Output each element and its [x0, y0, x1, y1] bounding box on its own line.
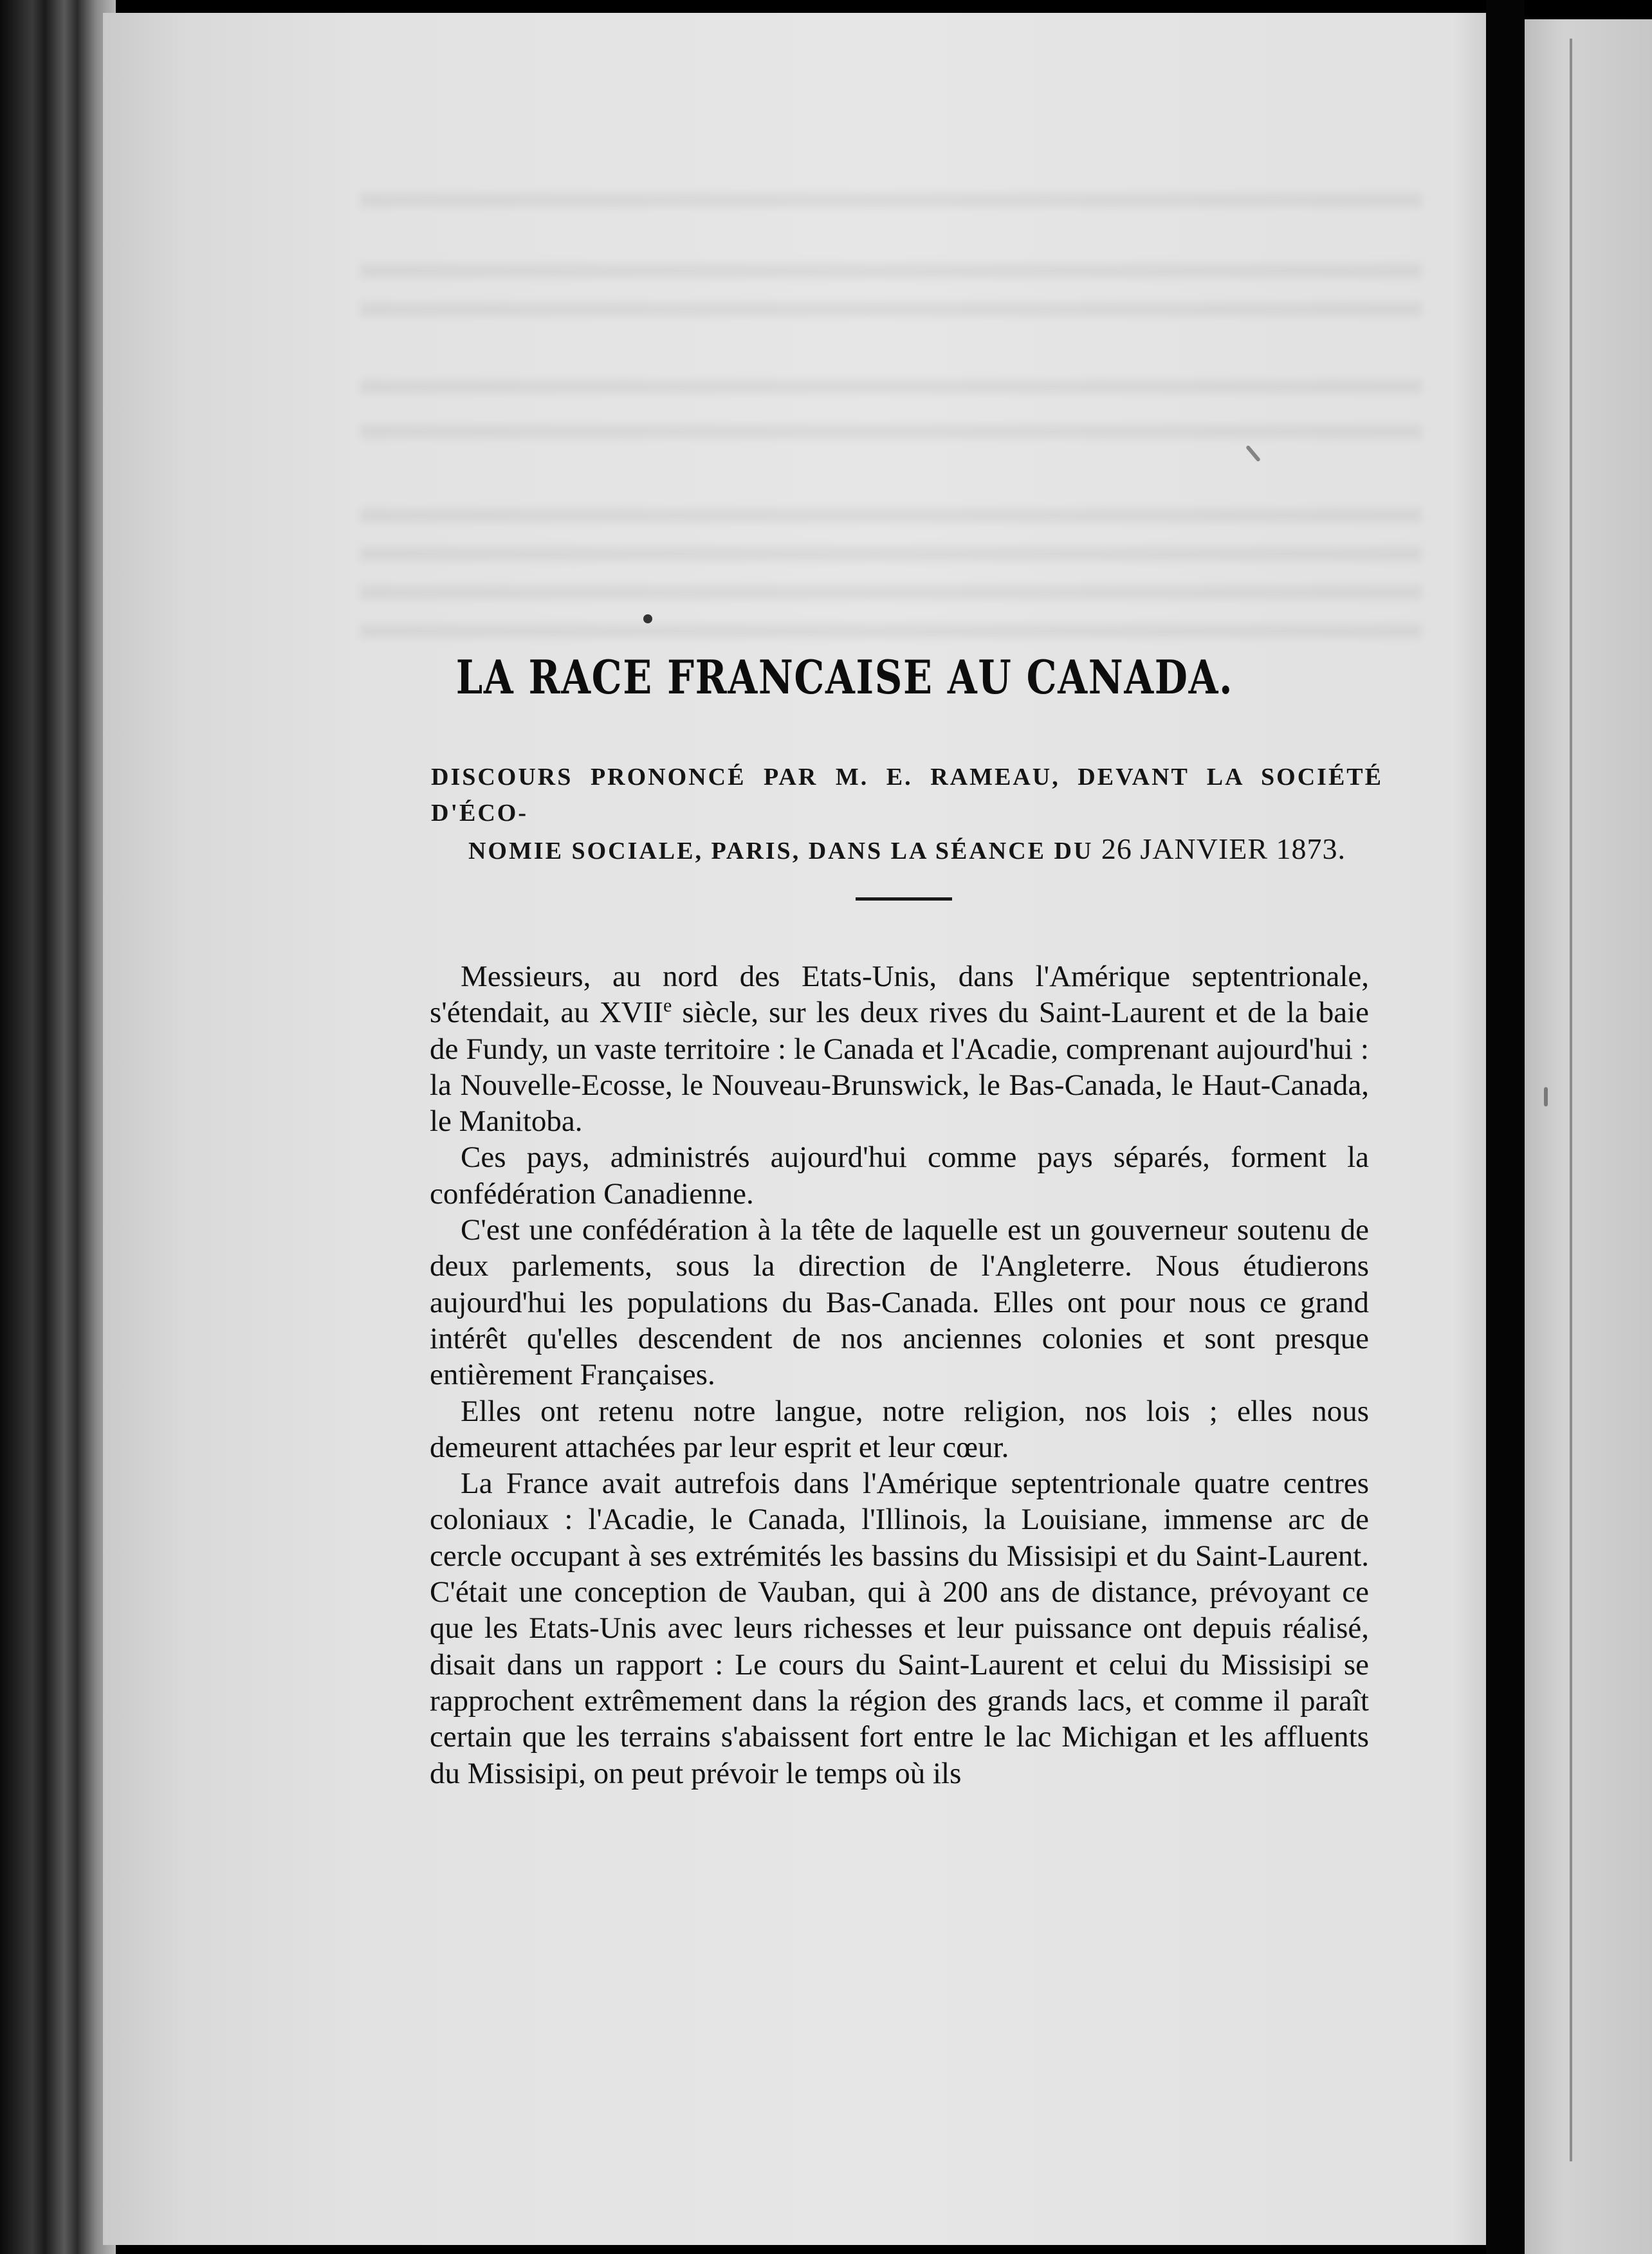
subtitle-line-2	[431, 831, 1383, 869]
paragraph: Ces pays, administrés aujourd'hui comme pays séparés, forment la confédération Canadienne.	[430, 1141, 1369, 1211]
paragraph: Elles ont retenu notre langue, notre religion, nos lois ; elles nous demeurent attachées par leur esprit et leur cœur.	[430, 1394, 1369, 1464]
paragraph-text: siècle, sur les deux rives du Saint-Laurent et de la baie de Fundy, un vaste territoire : le Canada et l'Acadie, comprenant aujourd'hui : la Nouvelle-Ecosse, le Nouveau-Brunswick, le Bas-Canada, le Haut-Canada, le Manitoba.	[430, 996, 1369, 1139]
document-subtitle	[431, 759, 1383, 869]
paragraph	[430, 958, 1369, 1139]
document-title: LA RACE FRANCAISE AU CANADA.	[455, 650, 1234, 704]
paragraph: C'est une confédération à la tête de laquelle est un gouverneur soutenu de deux parlements, sous la direction de l'Angleterre. Nous étudierons aujourd'hui les populations du Bas-Canada. Elles ont pour nous ce grand intérêt qu'elles descendent de nos anciennes colonies et sont presque entièrement Françaises.	[430, 1213, 1369, 1392]
subtitle-line-2-text: NOMIE SOCIALE, PARIS, DANS LA SÉANCE DU	[468, 838, 1101, 865]
subtitle-date: 26 JANVIER 1873.	[1101, 832, 1346, 865]
paragraph: La France avait autrefois dans l'Amérique septentrionale quatre centres coloniaux : l'Acadie, le Canada, l'Illinois, la Louisiane, immense arc de cercle occupant à ses extrémités les bassins du Missisipi et du Saint-Laurent. C'était une conception de Vauban, qui à 200 ans de distance, prévoyant ce que les Etats-Unis avec leurs richesses et leur puissance ont depuis réalisé, disait dans un rapport : Le cours du Saint-Laurent et celui du Missisipi se rapprochent extrêmement dans la région des grands lacs, et comme il paraît certain que les terrains s'abaissent fort entre le lac Michigan et les affluents du Missisipi, on peut prévoir le temps où ils	[430, 1467, 1369, 1790]
body-text	[430, 958, 1369, 1791]
superscript: e	[663, 994, 672, 1016]
paragraph-text: Messieurs, au nord des Etats-Unis, dans l'Amérique septentrionale, s'étendait, au XVII	[430, 960, 1369, 1030]
section-divider	[856, 897, 952, 901]
subtitle-line-1: DISCOURS PRONONCÉ PAR M. E. RAMEAU, DEVANT LA SOCIÉTÉ D'ÉCO-	[431, 764, 1383, 827]
